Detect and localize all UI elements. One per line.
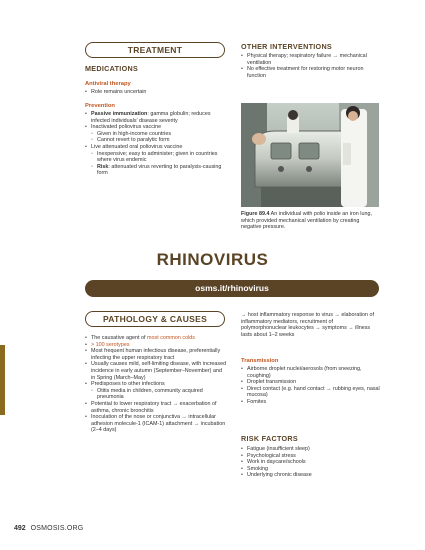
antiviral-heading: Antiviral therapy bbox=[85, 81, 131, 87]
figure-caption-text: An individual with polio inside an iron lung, which provided mechanical ventilation by creating negative pressure. bbox=[241, 211, 372, 231]
list-item: • Role remains uncertain bbox=[85, 89, 225, 96]
list-item: ◦ Cannot revert to paralytic form bbox=[85, 137, 225, 144]
list-item: • Smoking bbox=[241, 466, 381, 473]
list-item: • Live attenuated oral poliovirus vaccine bbox=[85, 144, 225, 151]
risk-text: : attenuated virus reverting to paralysis-causing form bbox=[97, 163, 222, 177]
pathology-list bbox=[85, 335, 227, 434]
transmission-list bbox=[241, 366, 381, 406]
list-item: • Airborne droplet nuclei/aerosols (from sneezing, coughing) bbox=[241, 366, 381, 379]
iron-lung-photo bbox=[241, 103, 379, 207]
list-item: • Inoculation of the nose or conjunctiva → intracellular adhesion molecule-1 (ICAM-1) attachment → incubation (2–4 days) bbox=[85, 414, 227, 434]
risk-label: Risk bbox=[97, 163, 109, 170]
risk-factors-list bbox=[241, 446, 381, 479]
list-item: ◦ Inexpensive; easy to administer; given in countries where virus endemic bbox=[85, 151, 225, 164]
list-item: • Usually causes mild, self-limiting disease, with increased incidence in early autumn (September–November) and in Spring (March–May) bbox=[85, 361, 227, 381]
list-item: • Inactivated poliovirus vaccine bbox=[85, 124, 225, 131]
item-text: The causative agent of bbox=[91, 335, 148, 341]
list-item: • Direct contact (e.g. hand contact → rubbing eyes, nasal mucosa) bbox=[241, 386, 381, 399]
list-item: • Underlying chronic disease bbox=[241, 472, 381, 479]
list-item: • > 100 serotypes bbox=[85, 342, 227, 349]
list-item: • Psychological stress bbox=[241, 453, 381, 460]
list-item: ◦ Otitis media in children, community acquired pneumonia bbox=[85, 388, 227, 401]
figure-caption bbox=[241, 211, 381, 231]
list-item: • Physical therapy; respiratory failure → mechanical ventilation bbox=[241, 53, 379, 66]
page-footer bbox=[14, 525, 83, 532]
list-item: • Fomites bbox=[241, 399, 381, 406]
common-colds-link[interactable]: most common colds bbox=[147, 335, 195, 341]
figure-label: Figure 89.4 bbox=[241, 211, 270, 217]
antiviral-list bbox=[85, 89, 225, 96]
prevention-heading: Prevention bbox=[85, 103, 115, 109]
section-title: RHINOVIRUS bbox=[156, 250, 269, 269]
prevention-list bbox=[85, 111, 225, 177]
osmosis-link-banner[interactable]: osms.it/rhinovirus bbox=[85, 280, 379, 297]
list-item: • No effective treatment for restoring motor neuron function bbox=[241, 66, 379, 79]
list-item: • Predisposes to other infections bbox=[85, 381, 227, 388]
treatment-header: TREATMENT bbox=[85, 42, 225, 58]
passive-label: Passive immunization bbox=[91, 111, 148, 117]
other-interventions-heading: OTHER INTERVENTIONS bbox=[241, 42, 333, 51]
passive-text: : gamma globulin; reduces infected individuals’ disease severity bbox=[91, 111, 211, 124]
chapter-side-tab bbox=[0, 345, 5, 415]
risk-factors-heading: RISK FACTORS bbox=[241, 434, 298, 443]
list-item: • Fatigue (insufficient sleep) bbox=[241, 446, 381, 453]
pathology-header: PATHOLOGY & CAUSES bbox=[85, 311, 225, 327]
pathology-continued: → host inflammatory response to virus → elaboration of inflammatory mediators, recruitment of polymorphonuclear leukocytes → symptoms → illness lasts about 1–2 weeks bbox=[241, 312, 375, 338]
list-item: • Work in daycare/schools bbox=[241, 459, 381, 466]
site-name: OSMOSIS.ORG bbox=[30, 525, 84, 532]
medications-heading: MEDICATIONS bbox=[85, 64, 139, 73]
list-item: ◦ Given in high-income countries bbox=[85, 131, 225, 138]
list-item: • Most frequent human infectious disease, preferentially infecting the upper respiratory tract bbox=[85, 348, 227, 361]
page-number: 492 bbox=[14, 525, 26, 532]
list-item: • Droplet transmission bbox=[241, 379, 381, 386]
list-item: • Potential to lower respiratory tract → exacerbation of asthma, chronic bronchitis bbox=[85, 401, 227, 414]
list-item bbox=[85, 335, 227, 342]
other-interventions-list bbox=[241, 53, 379, 79]
transmission-heading: Transmission bbox=[241, 358, 279, 364]
list-item bbox=[85, 164, 225, 177]
list-item bbox=[85, 111, 225, 124]
